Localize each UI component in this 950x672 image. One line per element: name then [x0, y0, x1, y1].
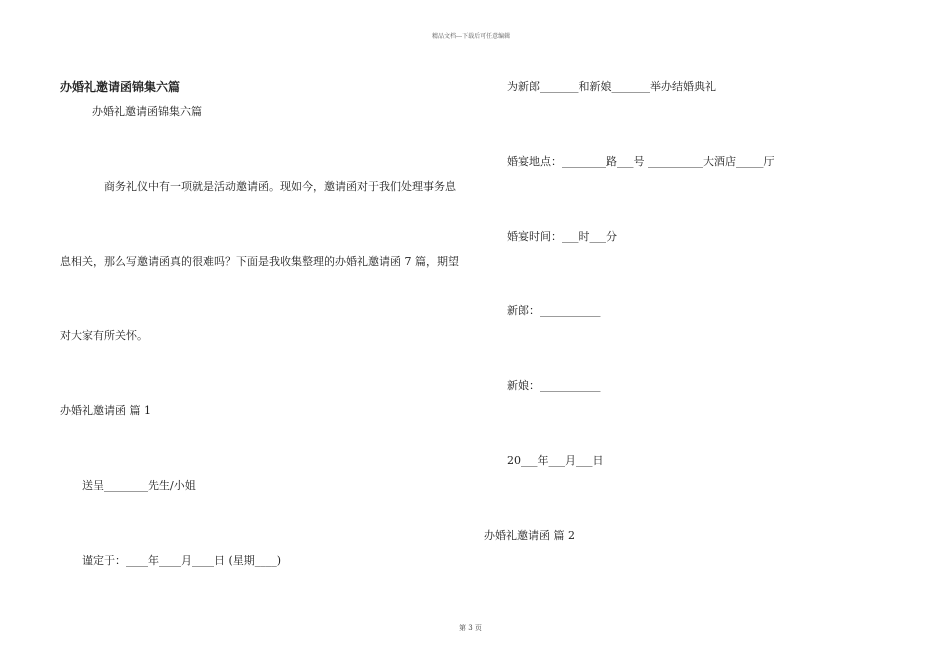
bride-line: 新娘：___________ — [507, 379, 601, 392]
venue-line: 婚宴地点：________路___号 __________大酒店_____厅 — [507, 155, 775, 168]
document-title: 办婚礼邀请函锦集六篇 — [60, 80, 181, 94]
document-subtitle: 办婚礼邀请函锦集六篇 — [92, 105, 202, 118]
signature-date-line: 20___年___月___日 — [507, 454, 604, 467]
section-2-heading: 办婚礼邀请函 篇 2 — [484, 529, 575, 542]
couple-line: 为新郎_______和新娘_______举办结婚典礼 — [507, 80, 716, 93]
section-1-heading: 办婚礼邀请函 篇 1 — [60, 404, 151, 417]
intro-paragraph-line-1: 商务礼仪中有一项就是活动邀请函。现如今，邀请函对于我们处理事务息 — [104, 180, 456, 193]
page-number: 第 3 页 — [459, 624, 482, 632]
intro-paragraph-line-3: 对大家有所关怀。 — [60, 329, 148, 342]
recipient-line: 送呈________先生/小姐 — [82, 479, 196, 492]
banquet-time-line: 婚宴时间：___时___分 — [507, 230, 617, 243]
intro-paragraph-line-2: 息相关，那么写邀请函真的很难吗？下面是我收集整理的办婚礼邀请函 7 篇，期望 — [60, 255, 459, 268]
groom-line: 新郎：___________ — [507, 304, 601, 317]
page-header-note: 精品文档---下载后可任意编辑 — [432, 33, 511, 40]
scheduled-date-line: 谨定于：____年____月____日 (星期____) — [82, 554, 282, 567]
